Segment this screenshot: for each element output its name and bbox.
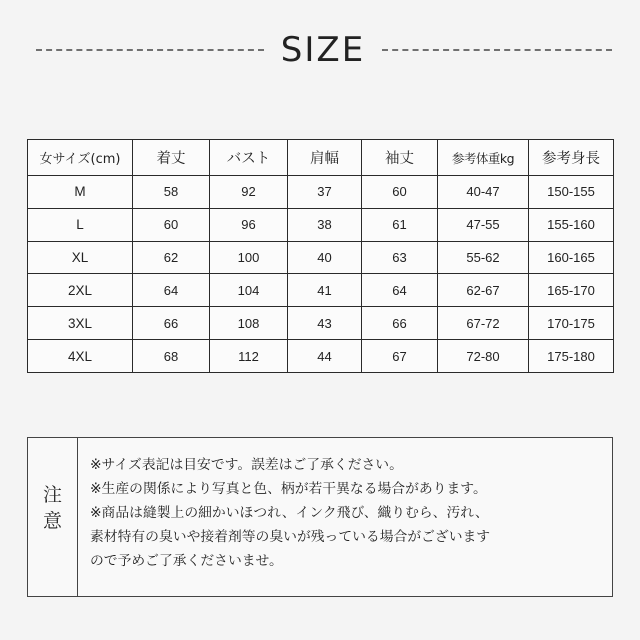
table-row bbox=[28, 274, 614, 307]
size-cell: L bbox=[28, 208, 133, 241]
height-cell: 155-160 bbox=[529, 208, 614, 241]
length-cell: 62 bbox=[133, 241, 210, 274]
column-header-bust: バスト bbox=[210, 140, 288, 176]
bust-cell: 104 bbox=[210, 274, 288, 307]
notes-text bbox=[90, 453, 610, 573]
size-chart-table bbox=[27, 139, 614, 373]
size-cell: 4XL bbox=[28, 340, 133, 373]
table-header-row bbox=[28, 140, 614, 176]
column-header-length: 着丈 bbox=[133, 140, 210, 176]
shoulder-cell: 37 bbox=[288, 176, 362, 209]
length-cell: 64 bbox=[133, 274, 210, 307]
weight-cell: 72-80 bbox=[438, 340, 529, 373]
length-cell: 66 bbox=[133, 307, 210, 340]
shoulder-cell: 41 bbox=[288, 274, 362, 307]
height-cell: 165-170 bbox=[529, 274, 614, 307]
sleeve-cell: 64 bbox=[362, 274, 438, 307]
size-header bbox=[0, 28, 640, 72]
column-header-weight: 参考体重kg bbox=[438, 140, 529, 176]
notes-label-char: 意 bbox=[42, 510, 62, 532]
weight-cell: 62-67 bbox=[438, 274, 529, 307]
size-cell: 3XL bbox=[28, 307, 133, 340]
shoulder-cell: 40 bbox=[288, 241, 362, 274]
size-cell: XL bbox=[28, 241, 133, 274]
sleeve-cell: 67 bbox=[362, 340, 438, 373]
notes-box bbox=[27, 437, 613, 597]
weight-cell: 55-62 bbox=[438, 241, 529, 274]
table-row bbox=[28, 340, 614, 373]
bust-cell: 112 bbox=[210, 340, 288, 373]
notes-label bbox=[28, 482, 77, 534]
column-header-shoulder: 肩幅 bbox=[288, 140, 362, 176]
sleeve-cell: 60 bbox=[362, 176, 438, 209]
bust-cell: 108 bbox=[210, 307, 288, 340]
length-cell: 58 bbox=[133, 176, 210, 209]
length-cell: 60 bbox=[133, 208, 210, 241]
weight-cell: 67-72 bbox=[438, 307, 529, 340]
right-dashed-line bbox=[382, 49, 612, 51]
height-cell: 170-175 bbox=[529, 307, 614, 340]
column-header-sleeve: 袖丈 bbox=[362, 140, 438, 176]
table-row bbox=[28, 208, 614, 241]
left-dashed-line bbox=[36, 49, 264, 51]
notes-label-cell bbox=[28, 438, 78, 596]
table-row bbox=[28, 176, 614, 209]
column-header-size: 女サイズ(cm) bbox=[28, 140, 133, 176]
notes-line: ので予めご了承くださいませ。 bbox=[90, 553, 283, 569]
table-row bbox=[28, 307, 614, 340]
bust-cell: 96 bbox=[210, 208, 288, 241]
height-cell: 160-165 bbox=[529, 241, 614, 274]
notes-line: ※商品は縫製上の細かいほつれ、インク飛び、織りむら、汚れ、 bbox=[90, 505, 489, 521]
length-cell: 68 bbox=[133, 340, 210, 373]
table-row bbox=[28, 241, 614, 274]
shoulder-cell: 44 bbox=[288, 340, 362, 373]
size-cell: M bbox=[28, 176, 133, 209]
notes-line: ※生産の関係により写真と色、柄が若干異なる場合があります。 bbox=[90, 481, 487, 497]
size-cell: 2XL bbox=[28, 274, 133, 307]
height-cell: 150-155 bbox=[529, 176, 614, 209]
notes-line: ※サイズ表記は目安です。誤差はご了承ください。 bbox=[90, 457, 403, 473]
sleeve-cell: 63 bbox=[362, 241, 438, 274]
weight-cell: 40-47 bbox=[438, 176, 529, 209]
notes-label-char: 注 bbox=[42, 484, 62, 506]
weight-cell: 47-55 bbox=[438, 208, 529, 241]
bust-cell: 92 bbox=[210, 176, 288, 209]
bust-cell: 100 bbox=[210, 241, 288, 274]
sleeve-cell: 66 bbox=[362, 307, 438, 340]
column-header-height: 参考身長 bbox=[529, 140, 614, 176]
shoulder-cell: 38 bbox=[288, 208, 362, 241]
page-title: SIZE bbox=[280, 30, 366, 70]
notes-line: 素材特有の臭いや接着剤等の臭いが残っている場合がございます bbox=[90, 529, 491, 545]
height-cell: 175-180 bbox=[529, 340, 614, 373]
shoulder-cell: 43 bbox=[288, 307, 362, 340]
sleeve-cell: 61 bbox=[362, 208, 438, 241]
